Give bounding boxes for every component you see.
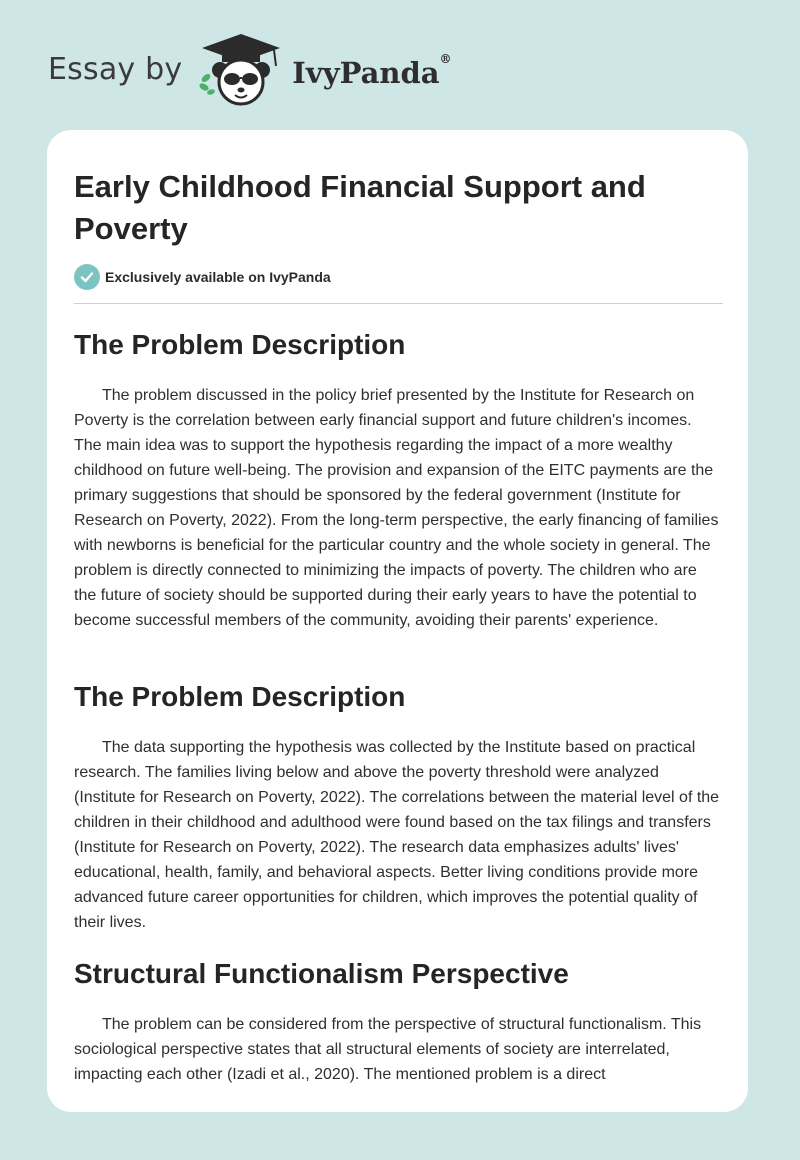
panda-logo-icon[interactable] [196,32,286,113]
essay-by-label: Essay by [48,51,183,87]
section-paragraph: The problem discussed in the policy brief presented by the Institute for Research on Poverty is the correlation between early financial support and future children's incomes. The main idea was to support the hypothesis regarding the impact of a more wealthy childhood on future well-being. The provision and expansion of the EITC payments are the primary suggestions that should be sponsored by the federal government (Institute for Research on Poverty, 2022). From the long-term perspective, the early financing of families with newborns is beneficial for the particular country and the whole society in general. The problem is directly connected to minimizing the impacts of poverty. The children who are the future of society should be supported during their early years to have the potential to become successful members of the community, avoiding their parents' experience. [74,387,719,629]
site-header [48,34,508,114]
section-problem-description-2 [74,679,723,935]
exclusive-badge [74,264,331,290]
section-problem-description [74,327,723,633]
divider [74,303,723,304]
section-heading: The Problem Description [74,329,406,360]
registered-mark: ® [439,52,452,66]
section-paragraph: The problem can be considered from the perspective of structural functionalism. This sociological perspective states that all structural elements of society are interrelated, impacting each other (Izadi et al., 2020). The mentioned problem is a direct [74,1016,702,1083]
check-icon [74,264,100,290]
section-structural-functionalism [74,956,723,1087]
section-paragraph: The data supporting the hypothesis was collected by the Institute based on practical research. The families living below and above the poverty threshold were analyzed (Institute for Research on Poverty, 2022). The correlations between the material level of the children in their childhood and adulthood were found based on the tax filings and transfers (Institute for Research on Poverty, 2022). The research data emphasizes adults' lives' educational, health, family, and behavioral aspects. Better living conditions provide more advanced future career opportunities for children, which improves the potential quality of their lives. [74,739,720,931]
section-heading: The Problem Description [74,681,406,712]
section-heading: Structural Functionalism Perspective [74,958,569,989]
exclusive-label: Exclusively available on IvyPanda [105,269,331,285]
page-title: Early Childhood Financial Support and Poverty [74,169,646,246]
brand-name[interactable]: IvyPanda® [292,52,452,90]
essay-card [47,130,748,1112]
